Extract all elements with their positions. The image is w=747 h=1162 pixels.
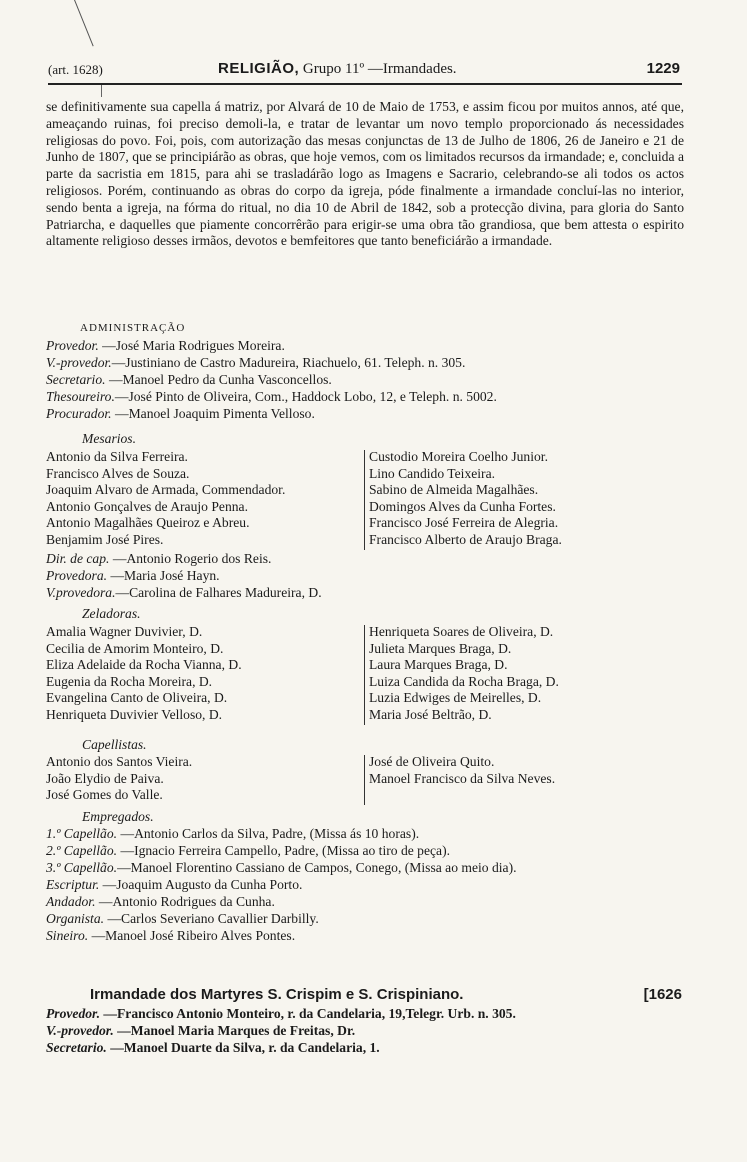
list-item: Eliza Adelaide da Rocha Vianna, D. [46,657,242,672]
zeladoras-heading: Zeladoras. [82,606,141,621]
capellistas-right-list [369,754,555,787]
list-item: Antonio da Silva Ferreira. [46,449,188,464]
mesarios-left-list [46,449,285,548]
next-entry-title-text: Irmandade dos Martyres S. Crispim e S. Crispiniano. [90,986,464,1003]
list-item: Francisco Alves de Souza. [46,465,190,481]
list-item: Luiza Candida da Rocha Braga, D. [369,673,559,689]
list-item: Luzia Edwiges de Meirelles, D. [369,690,542,705]
list-item: Henriqueta Soares de Oliveira, D. [369,624,554,639]
list-item: Laura Marques Braga, D. [369,657,508,672]
zeladoras-left-list [46,624,242,723]
admin-row: Thesoureiro.—José Pinto de Oliveira, Com., Haddock Lobo, 12, e Teleph. n. 5002. [46,389,497,404]
empregado-row: 1.º Capellão. —Antonio Carlos da Silva, Padre, (Missa ás 10 horas). [46,826,420,841]
column-divider [364,755,365,805]
list-item: Sabino de Almeida Magalhães. [369,482,539,497]
list-item: Benjamim José Pires. [46,531,164,547]
list-item: José Gomes do Valle. [46,787,163,802]
page-number: 1229 [646,60,680,77]
empregado-row: 2.º Capellão. —Ignacio Ferreira Campello, Padre, (Missa ao tiro de peça). [46,843,450,858]
next-entry-title [90,986,682,1003]
empregado-row: Escriptur. —Joaquim Augusto da Cunha Porto. [46,877,303,892]
list-item: Joaquim Alvaro de Armada, Commendador. [46,482,286,497]
empregados-heading: Empregados. [82,809,154,824]
admin-row: Provedor. —José Maria Rodrigues Moreira. [46,338,285,353]
admin-row: Procurador. —Manoel Joaquim Pimenta Velloso. [46,406,315,421]
empregado-row: 3.º Capellão.—Manoel Florentino Cassiano de Campos, Conego, (Missa ao meio dia). [46,860,517,875]
header-rule [48,83,682,85]
admin-row: V.-provedor.—Justiniano de Castro Madureira, Riachuelo, 61. Teleph. n. 305. [46,355,466,370]
mesarios-extra-row: Dir. de cap. —Antonio Rogerio dos Reis. [46,551,272,566]
list-item: João Elydio de Paiva. [46,770,164,786]
zeladoras-right-list [369,624,559,723]
administracao-heading: ADMINISTRAÇÃO [80,322,186,334]
header-title [218,60,457,78]
list-item: Antonio Magalhães Queiroz e Abreu. [46,515,250,530]
empregado-row: Andador. —Antonio Rodrigues da Cunha. [46,894,275,909]
empregado-row: Sineiro. —Manoel José Ribeiro Alves Pontes. [46,928,296,943]
column-divider [364,450,365,550]
mesarios-heading: Mesarios. [82,431,136,446]
header-subtitle: Grupo 11º —Irmandades. [302,61,457,77]
pencil-mark-small [101,85,102,97]
empregado-row: Organista. —Carlos Severiano Cavallier Darbilly. [46,911,319,926]
list-item: Cecilia de Amorim Monteiro, D. [46,640,224,656]
running-header [48,60,680,82]
list-item: Francisco Alberto de Araujo Braga. [369,531,562,547]
list-item: Antonio Gonçalves de Araujo Penna. [46,498,248,514]
header-religiao: RELIGIÃO, [218,60,300,77]
list-item: Domingos Alves da Cunha Fortes. [369,498,556,514]
list-item: José de Oliveira Quito. [369,754,495,769]
mesarios-extra-row: V.provedora.—Carolina de Falhares Madureira, D. [46,585,322,600]
pencil-mark [74,0,94,46]
list-item: Maria José Beltrão, D. [369,706,492,722]
list-item: Francisco José Ferreira de Alegria. [369,515,559,530]
column-divider [364,625,365,725]
list-item: Lino Candido Teixeira. [369,465,496,481]
list-item: Amalia Wagner Duvivier, D. [46,624,203,639]
next-entry-row: Secretario. —Manoel Duarte da Silva, r. da Candelaria, 1. [46,1040,380,1055]
next-entry-row: Provedor. —Francisco Antonio Monteiro, r. da Candelaria, 19,Telegr. Urb. n. 305. [46,1006,516,1021]
list-item: Julieta Marques Braga, D. [369,640,512,656]
list-item: Antonio dos Santos Vieira. [46,754,193,769]
list-item: Custodio Moreira Coelho Junior. [369,449,548,464]
header-article: (art. 1628) [48,62,103,77]
mesarios-extra-row: Provedora. —Maria José Hayn. [46,568,220,583]
list-item: Eugenia da Rocha Moreira, D. [46,673,213,689]
list-item: Evangelina Canto de Oliveira, D. [46,690,228,705]
next-entry-row: V.-provedor. —Manoel Maria Marques de Freitas, Dr. [46,1023,356,1038]
admin-row: Secretario. —Manoel Pedro da Cunha Vasconcellos. [46,372,332,387]
next-entry-number: [1626 [643,986,682,1003]
capellistas-left-list [46,754,192,804]
mesarios-right-list [369,449,562,548]
list-item: Manoel Francisco da Silva Neves. [369,770,556,786]
capellistas-heading: Capellistas. [82,737,147,752]
list-item: Henriqueta Duvivier Velloso, D. [46,706,223,722]
intro-paragraph: se definitivamente sua capella á matriz, por Alvará de 10 de Maio de 1753, e assim ficou por muitos annos, até que, ameaçando ruinas, foi preciso demoli-la, e tratar de levantar um novo templo proporcionado ás necessidades religiosas do povo. Foi, pois, com autorização das mesas conjunctas de 13 de Julho de 1806, 26 de Janeiro e 21 de Junho de 1807, que se principiárão as obras, que hoje vemos, com os limitados recursos da irmandade; e, concluida a parte da sacristia em 1815, para ahi se trasladárão logo as Imagens e Sacrario, celebrando-se ali todos os actos religiosos. Porém, continuando as obras do corpo da igreja, póde finalmente a irmandade concluí-las no interior, sendo benta a igreja, na fórma do ritual, no dia 10 de Abril de 1842, sob a protecção divina, para gloria do Santo Patriarcha, e daquelles que piamente concorrêrão para erigir-se uma obra tão grandiosa, que bem attesta o espirito altamente religioso desses irmãos, devotos e bemfeitores que tanto beneficiárão a irmandade. [46,99,684,249]
